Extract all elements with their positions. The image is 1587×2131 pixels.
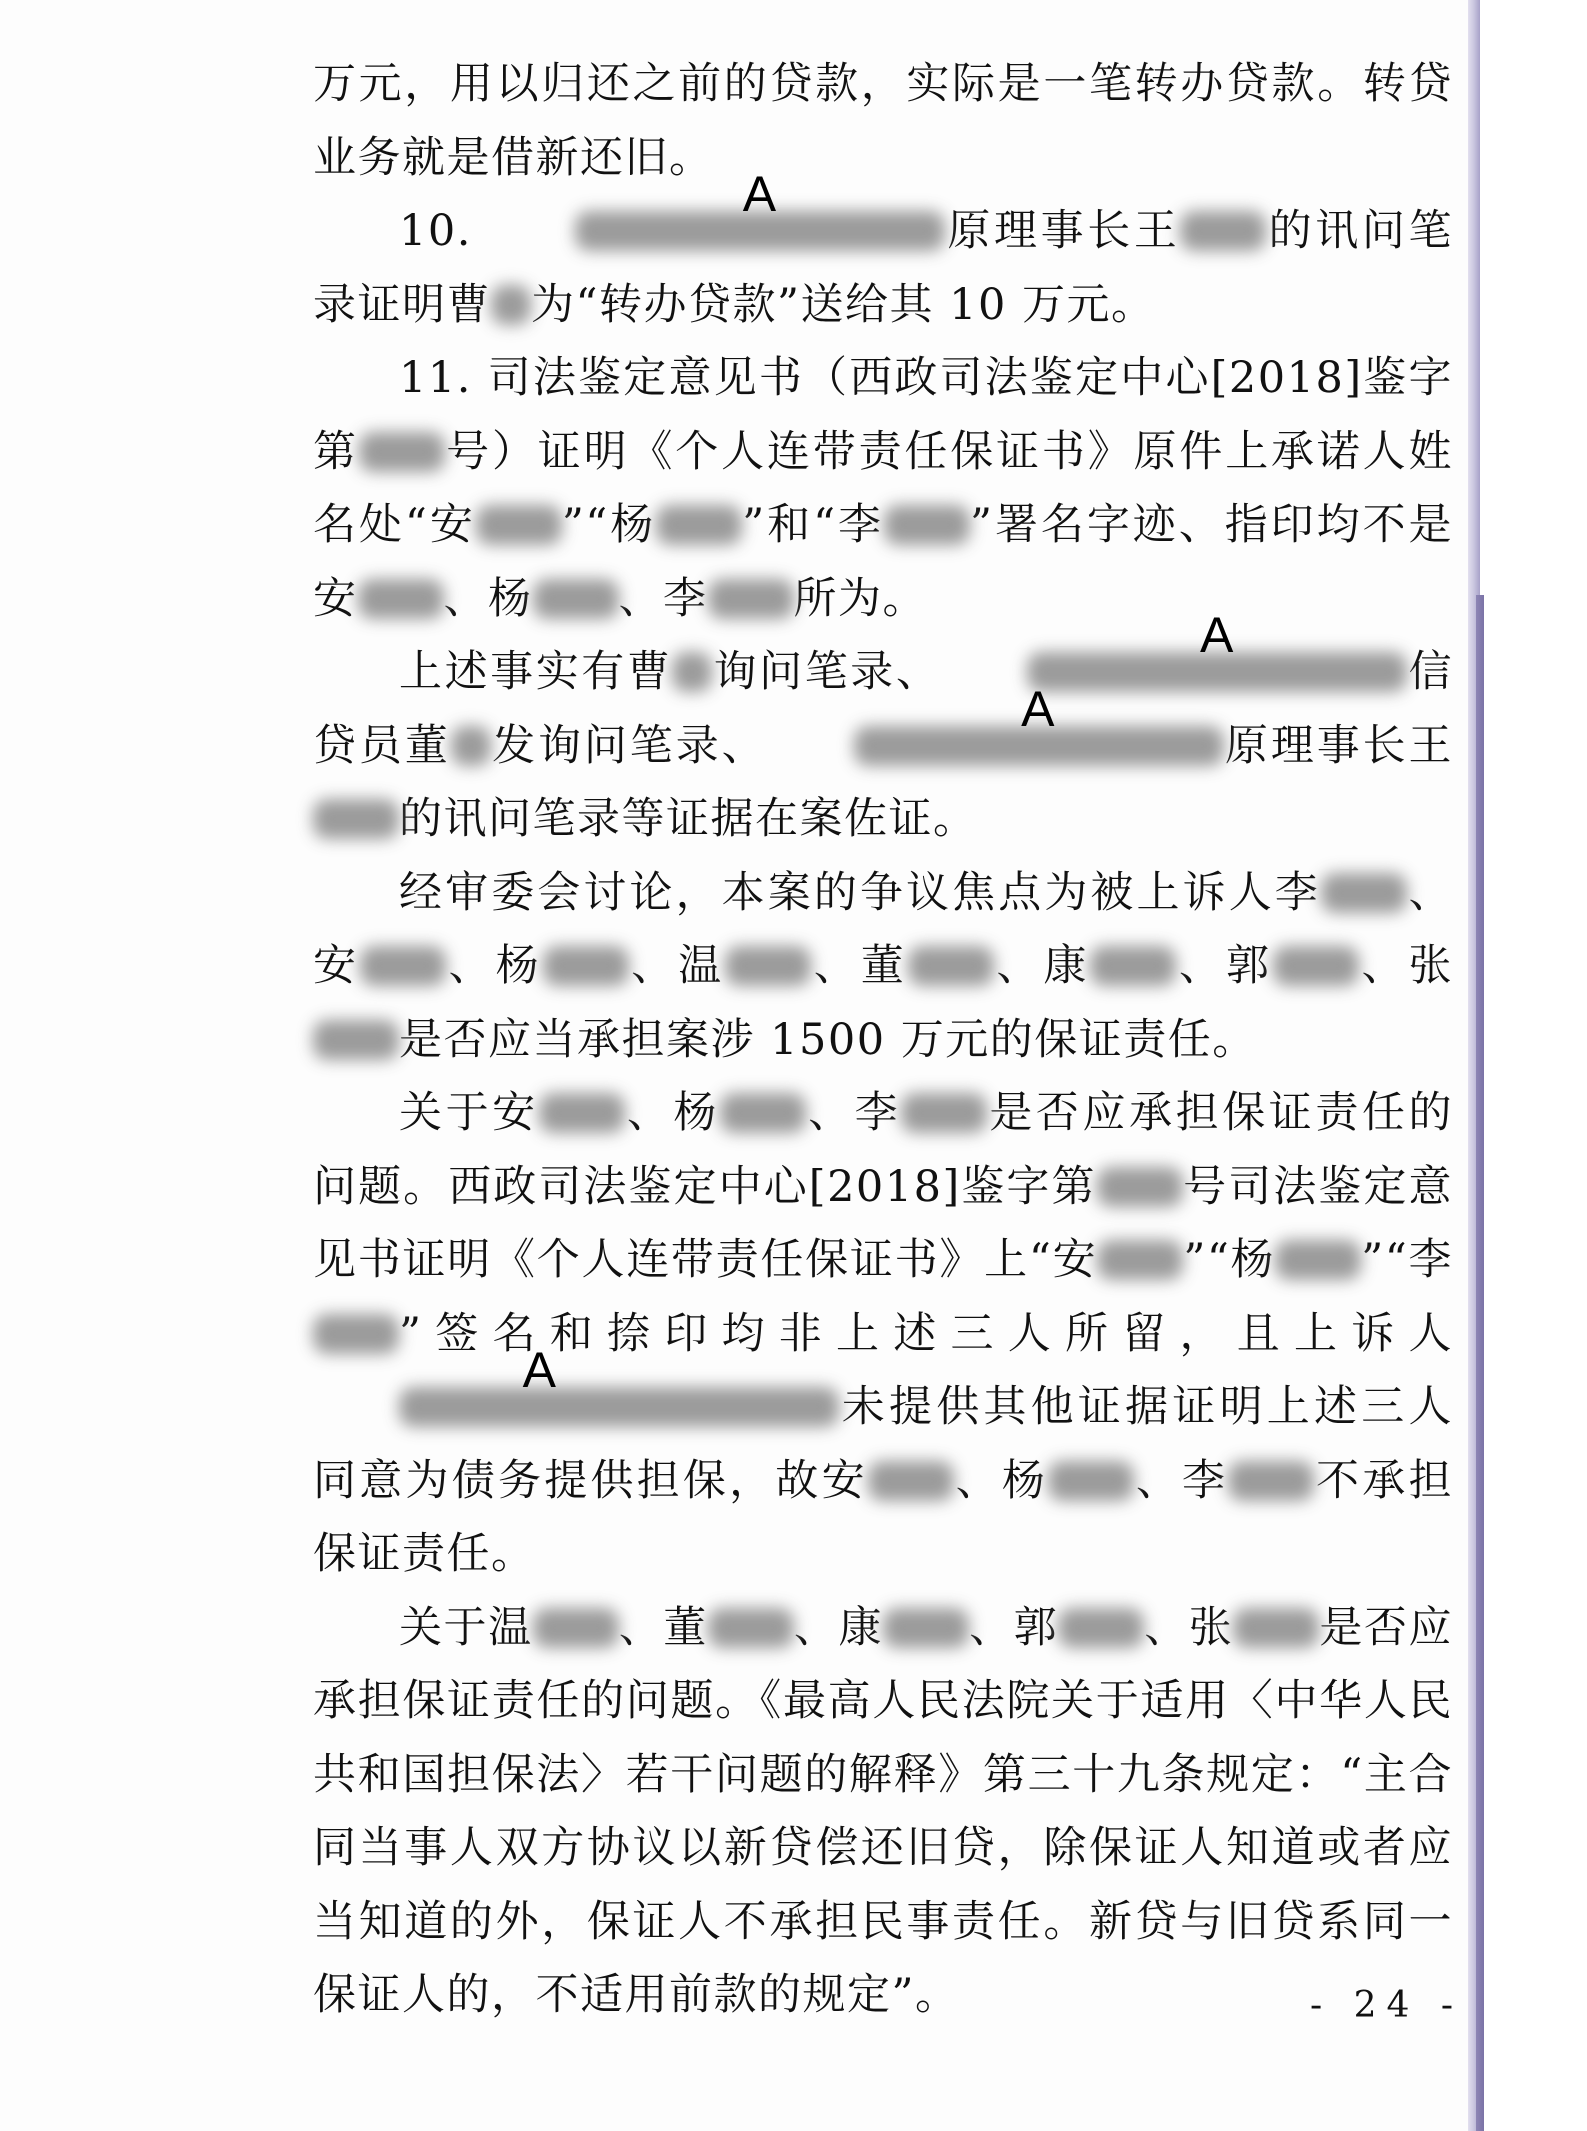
redacted-name (908, 946, 994, 986)
redacted-number (1097, 1167, 1183, 1207)
redaction-marker: A (1200, 607, 1235, 663)
text-run: 是否应承担保证责任的问题。《最高人民法院关于适用〈中华人民共和国担保法〉若干问题的解释》第三十九条规定：“主合同当事人双方协议以新贷偿还旧贷，除保证人知道或者应当知道的外，保证人不承担民事责任。新贷与旧贷系同一保证人的，不适用前款的规定”。 (313, 1602, 1454, 2020)
paragraph-legal-basis (313, 1592, 1453, 2033)
text-run: 、安 (313, 867, 1454, 991)
redacted-name (313, 1020, 399, 1060)
text-run: 、李 (1134, 1455, 1229, 1506)
redacted-name (672, 652, 712, 692)
redacted-name (708, 579, 794, 619)
text-run: 、李 (806, 1088, 902, 1138)
redacted-name (1321, 873, 1407, 913)
redacted-name (1273, 946, 1359, 986)
redacted-number (359, 432, 445, 472)
text-run: 、李 (618, 573, 708, 624)
text-run: 、董 (618, 1602, 708, 1653)
redacted-name (884, 505, 970, 545)
text-run: 是否应当承担案涉 1500 万元的保证责任。 (399, 1014, 1257, 1065)
redacted-name (313, 799, 399, 839)
paragraph-evidence-summary (313, 607, 1454, 857)
text-run: 、康 (793, 1602, 884, 1653)
text-run: 发询问笔录、 (490, 720, 768, 771)
text-run: 、温 (628, 941, 726, 991)
text-run: ”“杨 (561, 500, 657, 550)
text-run: 、郭 (969, 1602, 1059, 1653)
text-run: 、张 (1359, 941, 1454, 991)
redacted-name (1097, 1240, 1183, 1280)
redacted-name (313, 1314, 399, 1354)
text-run: 上述事实有曹 (399, 647, 673, 697)
redacted-name (1275, 1240, 1361, 1280)
paragraph-dispute-focus (313, 857, 1453, 1078)
text-run: 是否应承担保证责任的问题。西政司法鉴定中心[2018]鉴字第 (313, 1088, 1454, 1212)
text-run: 11. 司法鉴定意见书（西政司法鉴定中心[2018]鉴字第 (313, 353, 1453, 477)
text-run: 、杨 (446, 941, 543, 991)
text-run: 所为。 (793, 573, 927, 624)
text-run: 号司法鉴定意见书证明《个人连带责任保证书》上“安 (313, 1161, 1454, 1285)
text-run: 、杨 (953, 1455, 1049, 1506)
redacted-name (720, 1093, 806, 1133)
paragraph-an-yang-li (313, 1077, 1453, 1592)
text-run: 经审委会讨论，本案的争议焦点为被上诉人李 (399, 867, 1321, 918)
redacted-name (1058, 1608, 1144, 1648)
redacted-name (358, 579, 444, 619)
text-run: 原理事长王 (945, 206, 1181, 256)
text-run: 的讯问笔录证明曹 (313, 206, 1454, 330)
redacted-name (725, 946, 811, 986)
redacted-name (360, 946, 446, 986)
text-run: 、康 (993, 941, 1091, 991)
text-run: ”和“李 (742, 500, 884, 550)
redacted-name (656, 505, 742, 545)
redacted-name (533, 1608, 619, 1648)
text-run: 未提供其他证据证明上述三人同意为债务提供担保，故安 (313, 1382, 1453, 1506)
redacted-name (539, 1093, 625, 1133)
text-run: 关于温 (399, 1602, 533, 1653)
redacted-name (476, 505, 562, 545)
redaction-marker: A (1021, 680, 1056, 737)
paragraph-item-11 (313, 342, 1453, 636)
redacted-name (491, 285, 531, 325)
redacted-org-name (768, 680, 1224, 784)
redaction-marker: A (522, 1342, 558, 1398)
text-run: 号）证明《个人连带责任保证书》原件上承诺人姓名处“安 (313, 426, 1454, 550)
redacted-name (1180, 211, 1266, 251)
text-run: 的讯问笔录等证据在案佐证。 (399, 794, 978, 844)
text-run: 原理事长王 (1223, 720, 1454, 771)
redacted-name (868, 1461, 954, 1501)
document-body (313, 48, 1453, 2033)
redaction-marker: A (742, 166, 778, 222)
text-run: 关于安 (399, 1088, 539, 1138)
text-run: ”署名字迹、指印均不是安 (313, 500, 1454, 624)
paragraph-item-10 (313, 166, 1454, 342)
item-number: 10. (399, 206, 490, 256)
page-number: - 24 - (1310, 1985, 1464, 2026)
text-run: ”“李 (1361, 1235, 1454, 1285)
redacted-name (1233, 1608, 1319, 1648)
text-run: 询问笔录、 (712, 647, 942, 697)
text-run: 万元，用以归还之前的贷款，实际是一笔转办贷款。转贷业务就是借新还旧。 (313, 59, 1453, 183)
redacted-name (1090, 946, 1176, 986)
redacted-name (1228, 1461, 1314, 1501)
text-run: 信贷员董 (313, 647, 1454, 771)
redacted-name (533, 579, 619, 619)
page-edge-shadow (1476, 595, 1484, 2131)
redacted-org-name (489, 166, 945, 269)
paragraph-continuation (313, 48, 1453, 195)
text-run: 不承担保证责任。 (313, 1455, 1454, 1579)
text-run: 、张 (1144, 1602, 1234, 1653)
text-run: 为“转办贷款”送给其 10 万元。 (531, 279, 1156, 330)
text-run: 、杨 (443, 573, 533, 624)
text-run: 、董 (811, 941, 908, 991)
redacted-name (708, 1608, 794, 1648)
redacted-org-name (313, 1342, 839, 1445)
redacted-name (451, 726, 491, 766)
text-run: ”签名和捺印均非上述三人所留，且上诉人 (399, 1308, 1453, 1359)
redacted-name (883, 1608, 969, 1648)
text-run: ”“杨 (1183, 1235, 1276, 1285)
redacted-name (1048, 1461, 1134, 1501)
text-run: 、杨 (624, 1088, 720, 1138)
redacted-name (901, 1093, 987, 1133)
text-run: 、郭 (1176, 941, 1273, 991)
redacted-name (543, 946, 629, 986)
